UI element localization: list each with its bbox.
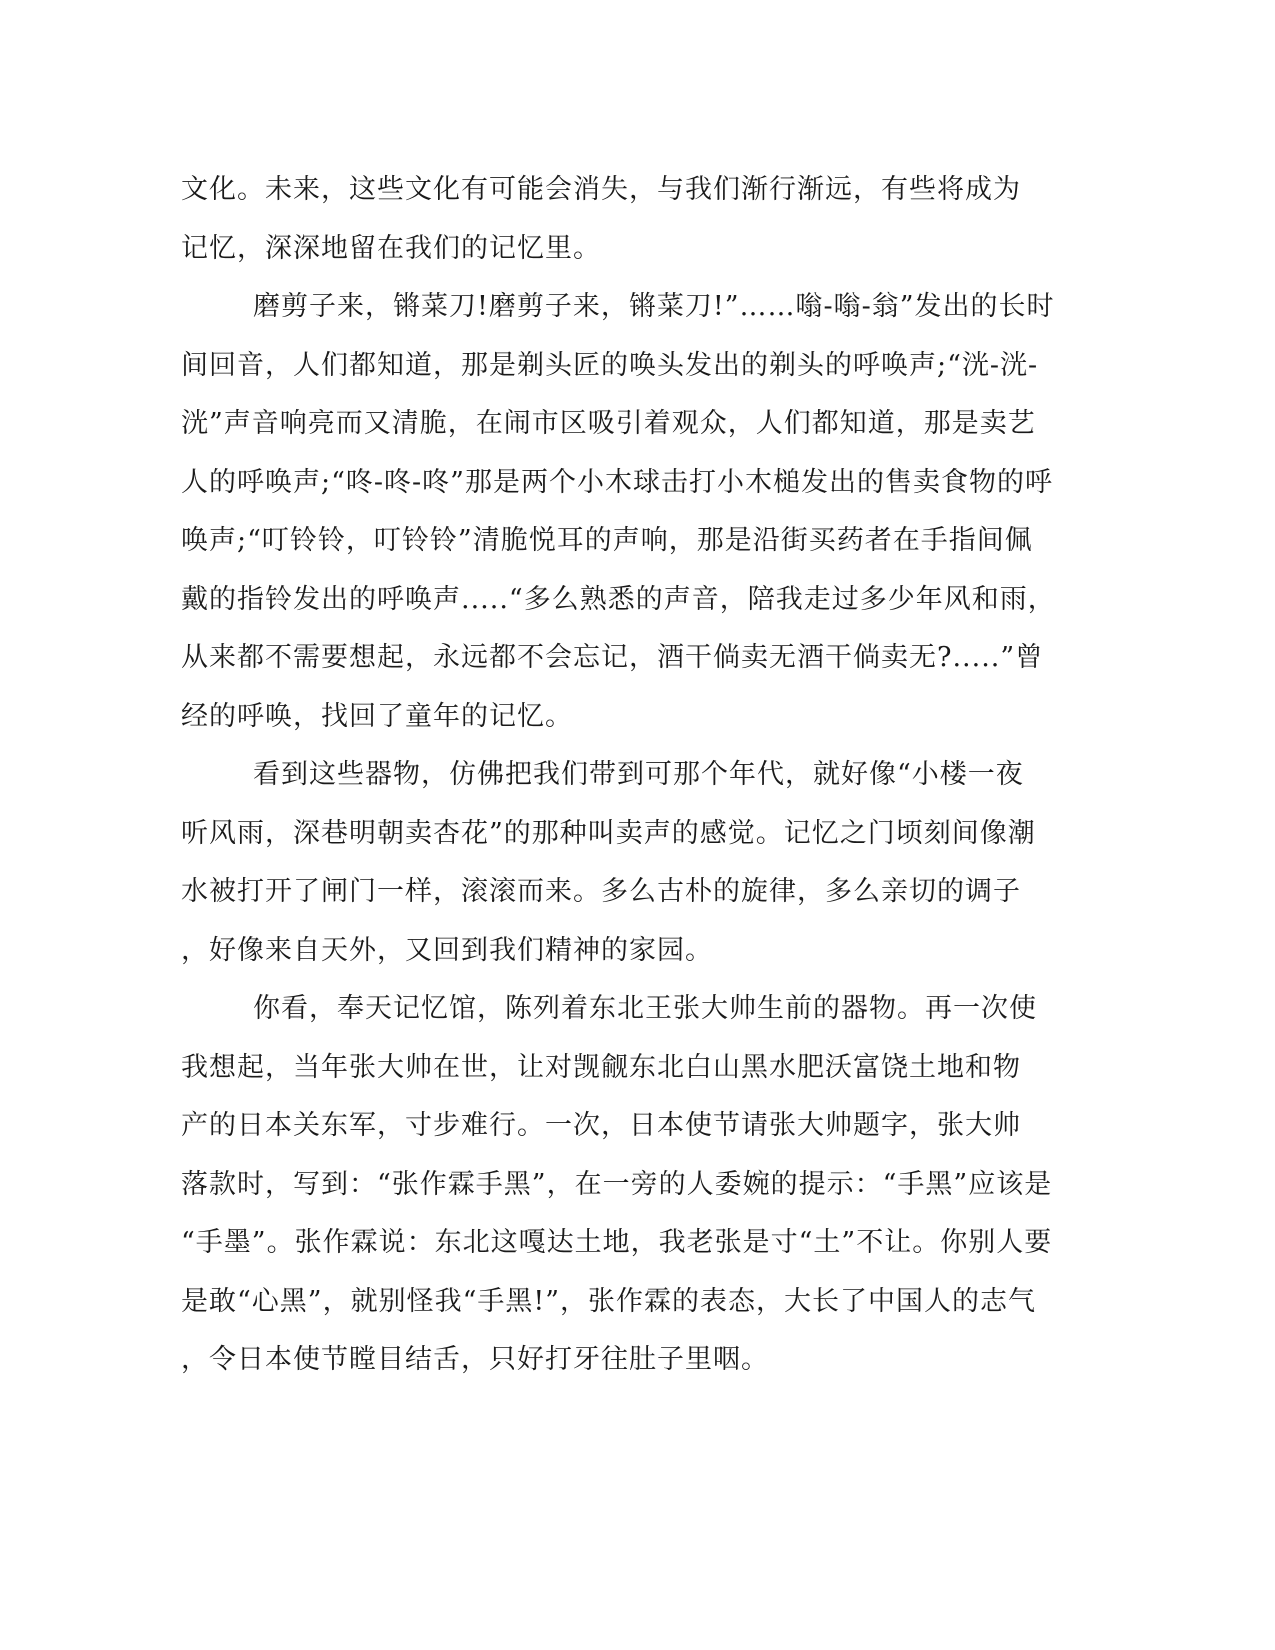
text-line: 洸”声音响亮而又清脆，在闹市区吸引着观众，人们都知道，那是卖艺 (181, 408, 1036, 439)
text-line: 听风雨，深巷明朝卖杏花”的那种叫卖声的感觉。记忆之门顷刻间像潮 (181, 817, 1036, 849)
text-line: 产的日本关东军，寸步难行。一次，日本使节请张大帅题字，张大帅 (181, 1110, 1021, 1141)
text-line: “手墨”。张作霖说：东北这嘎达土地，我老张是寸“土”不让。你别人要 (181, 1227, 1053, 1258)
text-line: ，令日本使节瞠目结舌，只好打牙往肚子里咽。 (181, 1344, 769, 1375)
text-line: 水被打开了闸门一样，滚滚而来。多么古朴的旋律，多么亲切的调子 (181, 876, 1021, 907)
text-line: 落款时，写到：“张作霖手黑”，在一旁的人委婉的提示：“手黑”应该是 (181, 1168, 1053, 1200)
text-line: 唤声;“叮铃铃，叮铃铃”清脆悦耳的声响，那是沿街买药者在手指间佩 (181, 525, 1033, 556)
text-line: 经的呼唤，找回了童年的记忆。 (181, 700, 573, 732)
text-line: 记忆，深深地留在我们的记忆里。 (181, 232, 601, 264)
text-line: 是敢“心黑”，就别怪我“手黑!”，张作霖的表态，大长了中国人的志气 (181, 1285, 1037, 1317)
text-line: 戴的指铃发出的呼唤声.....“多么熟悉的声音，陪我走过多少年风和雨， (181, 583, 1056, 615)
paragraph-start-line: 你看，奉天记忆馆，陈列着东北王张大帅生前的器物。再一次使 (253, 993, 1037, 1024)
text-line: ，好像来自天外，又回到我们精神的家园。 (181, 934, 713, 966)
paragraph-start-line: 磨剪子来，锵菜刀!磨剪子来，锵菜刀!”……嗡-嗡-翁”发出的长时 (253, 291, 1055, 322)
text-line: 文化。未来，这些文化有可能会消失，与我们渐行渐远，有些将成为 (181, 174, 1021, 205)
text-line: 从来都不需要想起，永远都不会忘记，酒干倘卖无酒干倘卖无?.....”曾 (181, 642, 1044, 673)
paragraph-start-line: 看到这些器物，仿佛把我们带到可那个年代，就好像“小楼一夜 (253, 759, 1024, 790)
text-line: 间回音，人们都知道，那是剃头匠的唤头发出的剃头的呼唤声;“洸-洸- (181, 349, 1039, 381)
text-line: 人的呼唤声;“咚-咚-咚”那是两个小木球击打小木槌发出的售卖食物的呼 (181, 466, 1053, 498)
text-line: 我想起，当年张大帅在世，让对觊觎东北白山黑水肥沃富饶土地和物 (181, 1051, 1021, 1083)
body-text (181, 161, 1056, 1390)
